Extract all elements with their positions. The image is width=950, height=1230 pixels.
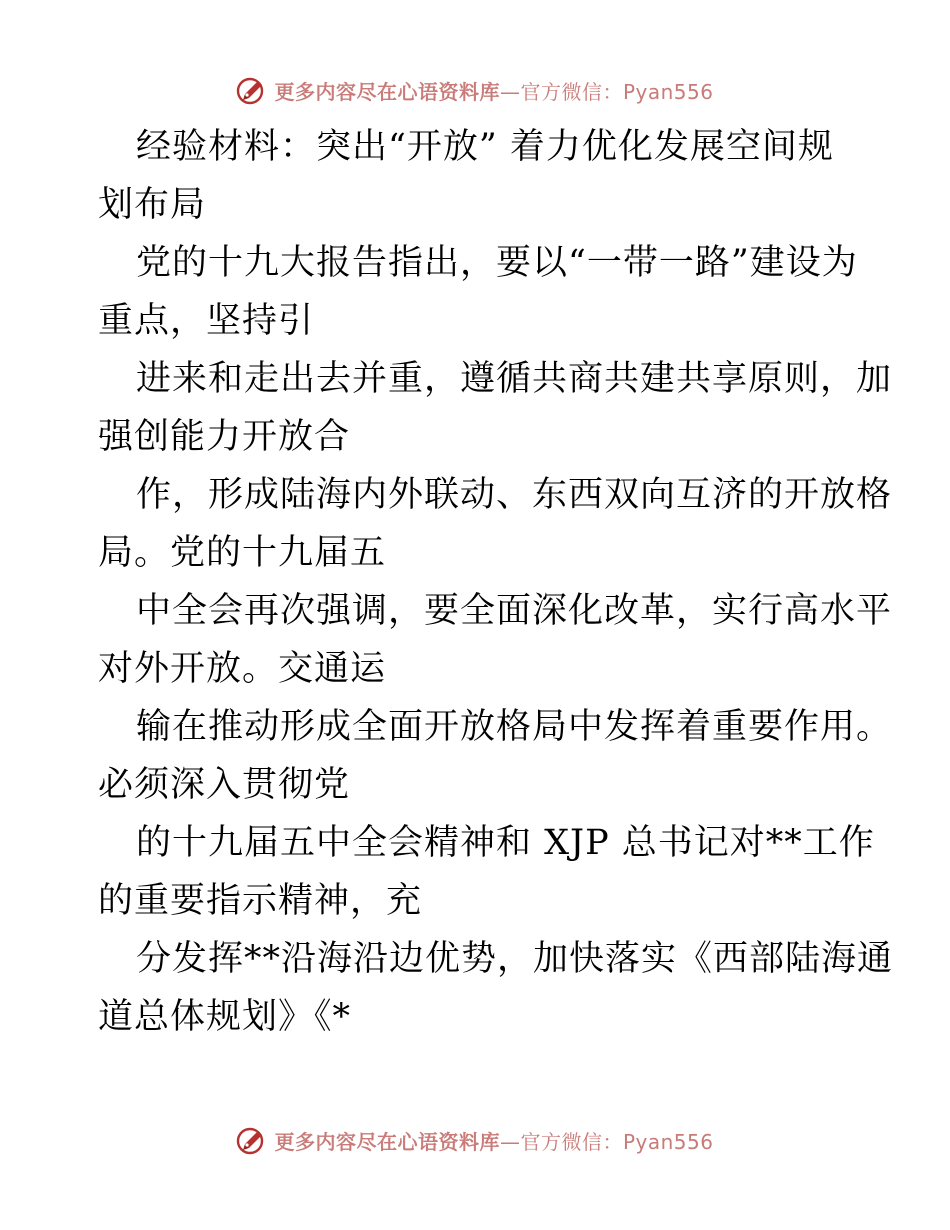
text-line: 的重要指示精神，充 (98, 881, 423, 921)
text-line: 必须深入贯彻党 (98, 765, 351, 805)
footer-banner-text (274, 1126, 713, 1155)
header-banner-text (274, 76, 713, 105)
text-line: 对外开放。交通运 (98, 649, 387, 689)
footer-watermark (0, 1120, 950, 1160)
text-line: 强创能力开放合 (98, 417, 351, 457)
text-line: 划布局 (98, 185, 207, 225)
footer-brand: 更多内容尽在心语资料库 (274, 1129, 500, 1154)
text-line: 进来和走出去并重，遵循共商共建共享原则，加 (136, 359, 893, 399)
text-line: 道总体规划》《* (98, 997, 352, 1037)
text-line: 中全会再次强调，要全面深化改革，实行高水平 (136, 591, 893, 631)
header-watermark (0, 70, 950, 110)
header-brand: 更多内容尽在心语资料库 (274, 79, 500, 104)
text-line: 的十九届五中全会精神和 XJP 总书记对**工作 (136, 823, 875, 863)
header-contact: 官方微信：Pyan556 (520, 79, 714, 104)
text-line: 分发挥**沿海沿边优势，加快落实《西部陆海通 (136, 939, 894, 979)
pen-logo-icon (236, 74, 268, 106)
text-line: 重点，坚持引 (98, 301, 315, 341)
text-line: 输在推动形成全面开放格局中发挥着重要作用。 (136, 707, 893, 747)
pen-logo-icon (236, 1124, 268, 1156)
text-line: 局。党的十九届五 (98, 533, 387, 573)
footer-separator: — (499, 1129, 521, 1154)
text-line: 党的十九大报告指出，要以“一带一路”建设为 (136, 243, 858, 283)
document-body (98, 118, 894, 1046)
text-line: 经验材料：突出“开放” 着力优化发展空间规 (136, 127, 834, 167)
text-line: 作，形成陆海内外联动、东西双向互济的开放格 (136, 475, 893, 515)
header-separator: — (499, 79, 521, 104)
footer-contact: 官方微信：Pyan556 (520, 1129, 714, 1154)
